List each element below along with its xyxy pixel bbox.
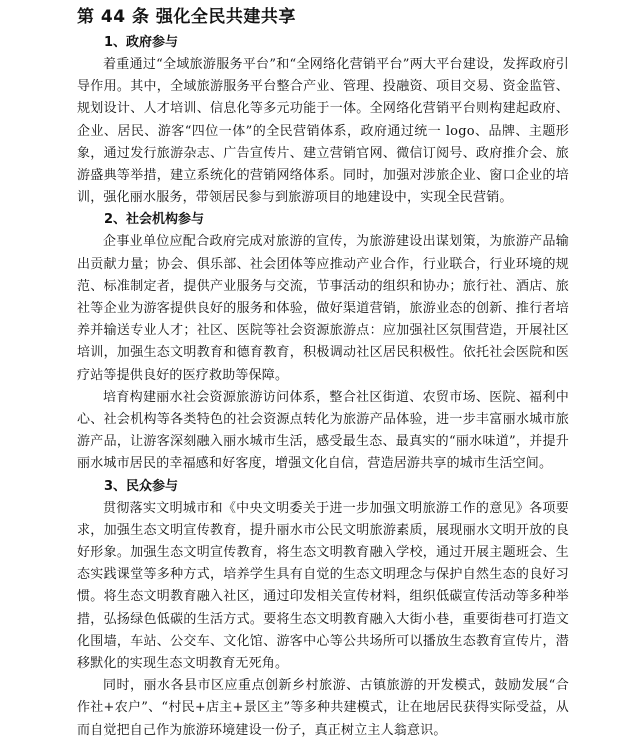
section-heading-social-institutions: 2、社会机构参与 — [104, 212, 205, 228]
section-heading-government: 1、政府参与 — [104, 35, 179, 50]
paragraph-social-institutions-1: 企事业单位应配合政府完成对旅游的宣传，为旅游建设出谋划策，为旅游产品输出贡献力量；协会、俱乐部、社会团体等应推动产业合作，行业联合，行业环境的规范、标准制定者，提供产业服务与交流，节事活动的组织和协办；旅行社、酒店、旅社等企业为游客提供良好的服务和体验，做好渠道营销，旅游业态的创新、推行者培养并输送专业人才；社区、医院等社会资源旅游点：应加强社区氛围营造，开展社区培训，加强生态文明教育和德育教育，积极调动社区居民积极性。依托社会医院和医疗站等提供良好的医疗救助等保障。 — [77, 234, 569, 383]
paragraph-social-institutions-2: 培育构建丽水社会资源旅游访问体系，整合社区街道、农贸市场、医院、福利中心、社会机构等各类特色的社会资源点转化为旅游产品体验，进一步丰富丽水城市旅游产品，让游客深刻融入丽水城市生活，感受最生态、最真实的“丽水味道”，并提升丽水城市居民的幸福感和好客度，增强文化自信，营造居游共享的城市生活空间。 — [77, 389, 569, 472]
article-title: 第 44 条 强化全民共建共享 — [77, 7, 296, 27]
paragraph-government: 着重通过“全域旅游服务平台”和“全网络化营销平台”两大平台建设，发挥政府引导作用。其中，全域旅游服务平台整合产业、管理、投融资、项目交易、资金监管、规划设计、人才培训、信息化等多元功能于一体。全网络化营销平台则构建起政府、企业、居民、游客“四位一体”的全民营销体系，政府通过统一 logo、品牌、主题形象，通过发行旅游杂志、广告宣传片、建立营销官网、微信订阅号、政府推介会、旅游盛典等举措，建立系统化的营销网络体系。同时，加强对涉旅企业、窗口企业的培训，强化丽水服务，带领居民参与到旅游项目的地建设中，实现全民营销。 — [77, 57, 569, 206]
paragraph-public-1: 贯彻落实文明城市和《中央文明委关于进一步加强文明旅游工作的意见》各项要求，加强生态文明宣传教育，提升丽水市公民文明旅游素质，展现丽水文明开放的良好形象。加强生态文明宣传教育，将生态文明教育融入学校，通过开展主题班会、生态实践课堂等多种方式，培养学生具有自觉的生态文明理念与保护自然生态的良好习惯。将生态文明教育融入社区，通过印发相关宣传材料，组织低碳宣传活动等多种举措，弘扬绿色低碳的生活方式。要将生态文明教育融入大街小巷，重要街巷可打造文化围墙，车站、公交车、文化馆、游客中心等公共场所可以播放生态教育宣传片，潜移默化的实现生态文明教育无死角。 — [77, 500, 569, 672]
section-heading-public: 3、民众参与 — [104, 478, 179, 494]
paragraph-public-2: 同时，丽水各县市区应重点创新乡村旅游、古镇旅游的开发模式，鼓励发展“合作社+农户”、“村民+店主+景区主”等多种共建模式，让在地居民获得实际受益，从而自觉把自己作为旅游环境建设一份子，真正树立主人翁意识。 — [77, 678, 569, 738]
